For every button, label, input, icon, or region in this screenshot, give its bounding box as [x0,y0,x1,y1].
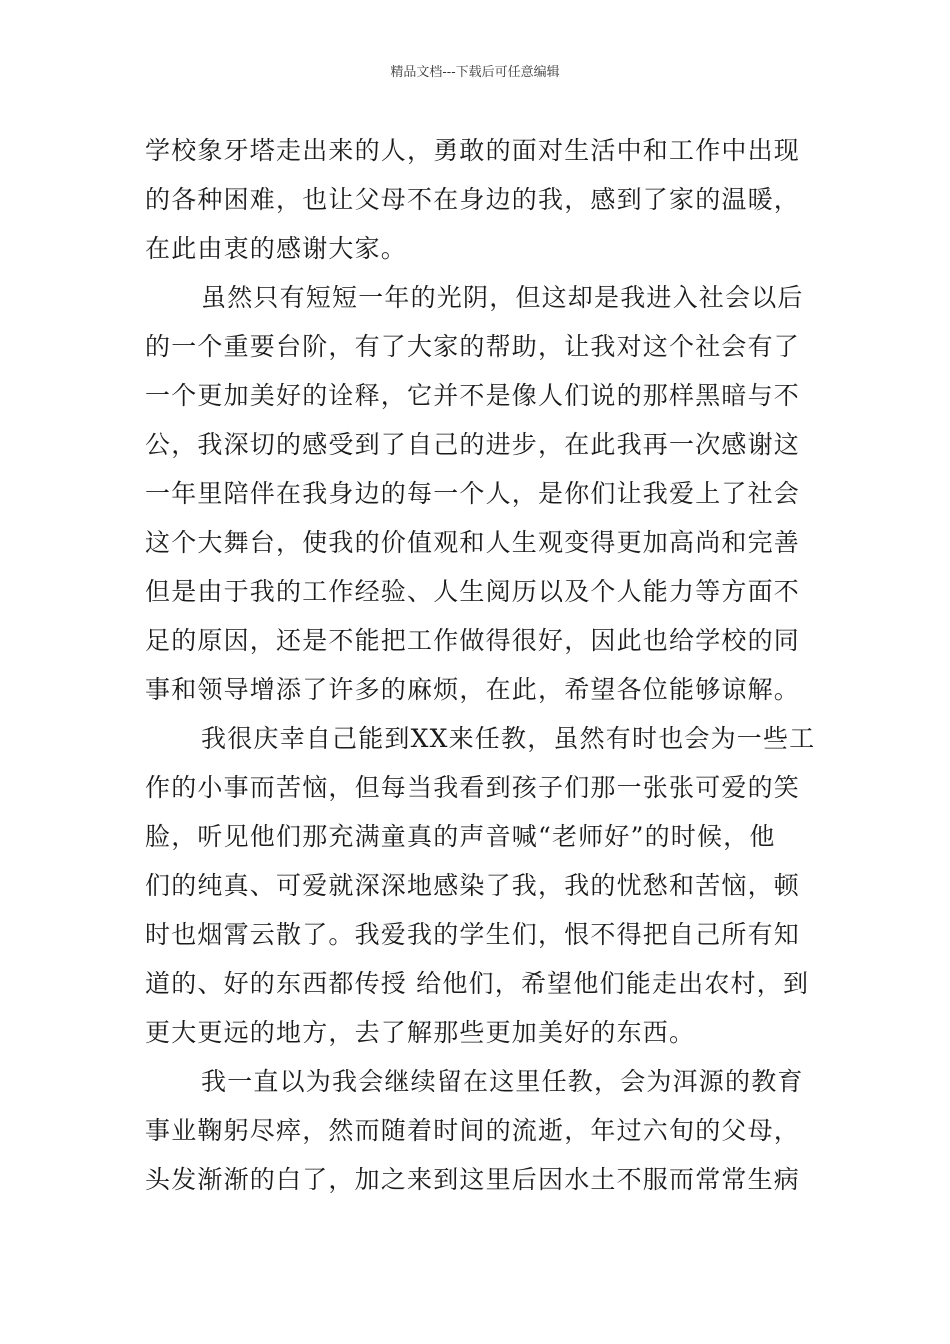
text-line: 道的、好的东西都传授 给他们，希望他们能走出农村，到 [145,969,810,998]
text-line: 足的原因，还是不能把工作做得很好，因此也给学校的同 [145,626,801,655]
text-line: 作的小事而苦恼，但每当我看到孩子们那一张张可爱的笑 [145,773,801,802]
text-line: 虽然只有短短一年的光阴，但这却是我进入社会以后 [201,283,804,312]
text-line: 更大更远的地方，去了解那些更加美好的东西。 [145,1018,696,1047]
text-line: 的各种困难，也让父母不在身边的我，感到了家的温暖， [145,185,801,214]
text-line: 脸，听见他们那充满童真的声音喊“老师好”的时候，他 [145,822,776,851]
text-line: 但是由于我的工作经验、人生阅历以及个人能力等方面不 [145,577,801,606]
document-body [145,126,816,1204]
text-line: 头发渐渐的白了，加之来到这里后因水土不服而常常生病 [145,1165,801,1194]
text-line: 时也烟霄云散了。我爱我的学生们，恨不得把自己所有知 [145,920,801,949]
text-line: 一年里陪伴在我身边的每一个人，是你们让我爱上了社会 [145,479,801,508]
text-line: 一个更加美好的诠释，它并不是像人们说的那样黑暗与不 [145,381,801,410]
text-line: 们的纯真、可爱就深深地感染了我，我的忧愁和苦恼，顿 [145,871,801,900]
text-line: 的一个重要台阶，有了大家的帮助，让我对这个社会有了 [145,332,801,361]
text-line: 这个大舞台，使我的价值观和人生观变得更加高尚和完善 [145,528,801,557]
text-line: 我很庆幸自己能到XX来任教，虽然有时也会为一些工 [201,724,816,753]
text-line: 公，我深切的感受到了自己的进步，在此我再一次感谢这 [145,430,801,459]
text-line: 学校象牙塔走出来的人，勇敢的面对生活中和工作中出现 [145,136,801,165]
text-line: 在此由衷的感谢大家。 [145,234,408,263]
text-line: 事和领导增添了许多的麻烦，在此，希望各位能够谅解。 [145,675,801,704]
text-line: 我一直以为我会继续留在这里任教，会为洱源的教育 [201,1067,804,1096]
text-line: 事业鞠躬尽瘁，然而随着时间的流逝，年过六旬的父母， [145,1116,801,1145]
page-header: 精品文档---下载后可任意编辑 [390,65,560,80]
